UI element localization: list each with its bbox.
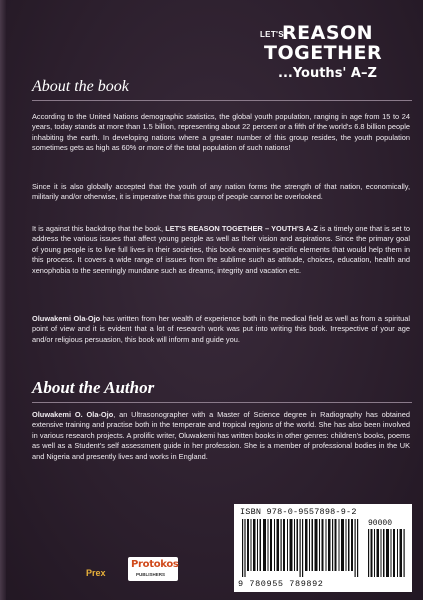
spine-edge	[0, 0, 6, 600]
author-name-bold: Oluwakemi Ola-Ojo	[32, 314, 101, 323]
author-bio-text: , an Ultrasonographer with a Master of Science degree in Radiography has obtained extensive training and practise both in the temperate and tropical regions of the world. She has also been involved in various research projects. A prolific writer, Oluwakemi has written books in other genres: children's books, poems as well as a Student's self assessment guide in her profession. She is a member of professional bodies in the UK and Nigeria and presently lives and works in England.	[32, 410, 411, 461]
prex-logo: Prex	[86, 568, 106, 578]
logo-together: TOGETHER	[264, 42, 383, 64]
protokos-logo	[128, 557, 178, 581]
barcode-bars	[242, 519, 360, 577]
about-book-paragraph-2: Since it is also globally accepted that the youth of any nation forms the strength of that nation, economically, militarily and/or otherwise, it is imperative that this group of people cannot be overlooked.	[32, 182, 410, 202]
book-logo	[260, 22, 410, 92]
protokos-publishers: PUBLISHERS	[136, 572, 166, 577]
divider-middle	[32, 402, 412, 403]
isbn-number: ISBN 978-0-9557898-9-2	[240, 507, 357, 517]
p4-text: has written from her wealth of experience both in the medical field as well as from a spiritual point of view and it is evident that a lot of research work was put into writing this book. Irrespective of your age and/or religious persuasion, this book will inform and guide you.	[32, 314, 410, 344]
book-title-bold: LET'S REASON TOGETHER – YOUTH'S A-Z	[165, 224, 318, 233]
price-addon-number: 90000	[368, 519, 393, 528]
protokos-name: Protokos	[131, 559, 179, 570]
addon-barcode-bars	[368, 529, 406, 577]
isbn-barcode	[234, 504, 412, 592]
p3-text-start: It is against this backdrop that the book,	[32, 224, 166, 233]
about-book-paragraph-4	[32, 314, 410, 345]
about-book-paragraph-1: According to the United Nations demographic statistics, the global youth population, ranging in age from 15 to 24 years, today stands at more than 1.5 billion, representing about 22 percent or a fifth of the world's 6.8 billion people inhabiting the earth. In developing nations where a greater number of this group resides, the youth population sometimes gets as high as 60% or more of the total population of such nations!	[32, 112, 410, 153]
about-author-paragraph	[32, 410, 410, 462]
logo-lets: LET'S	[260, 30, 284, 39]
logo-youths: ...Youths' A–Z	[278, 66, 377, 81]
about-author-heading: About the Author	[32, 378, 155, 397]
about-book-paragraph-3	[32, 224, 410, 276]
about-book-heading: About the book	[32, 78, 129, 95]
divider-top	[32, 100, 412, 101]
barcode-digits: 9 780955 789892	[238, 579, 324, 589]
p3-text-end: is a timely one that is set to address the various issues that affect young people as well as their vision and aspirations. Since the primary goal of young people is to live full lives in their societies, this book examines specific elements that would help them in this process. It covers a wide range of issues from the sublime such as attitude, choices, education, health and xenophobia to the seemingly mundane such as dreams, integrity and vacation etc.	[32, 224, 410, 275]
logo-reason: REASON	[282, 22, 374, 44]
author-fullname-bold: Oluwakemi O. Ola-Ojo	[32, 410, 114, 419]
